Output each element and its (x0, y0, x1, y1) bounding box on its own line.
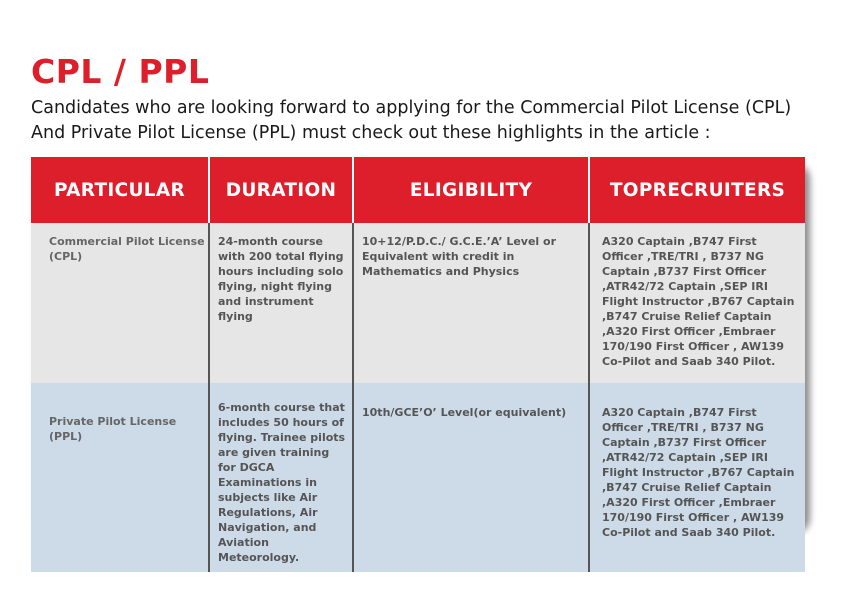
comparison-table (31, 157, 805, 564)
cell-eligibility: 10+12/P.D.C./ G.C.E.’A’ Level or Equivalent with credit in Mathematics and Physics (353, 223, 589, 383)
table-header-row (31, 157, 805, 223)
cell-particular: Commercial Pilot License (CPL) (31, 223, 209, 383)
header-duration: DURATION (209, 157, 353, 223)
cell-duration: 6-month course that includes 50 hours of flying. Trainee pilots are given training for DGCA Examinations in subjects like Air Regulations, Air Navigation, and Aviation Meteorology. (209, 383, 353, 572)
table-row (31, 223, 805, 383)
cell-particular: Private Pilot License (PPL) (31, 383, 209, 572)
intro-text (31, 96, 821, 146)
intro-line-1: Candidates who are looking forward to applying for the Commercial Pilot License (CPL) (31, 98, 792, 118)
intro-line-2: And Private Pilot License (PPL) must check out these highlights in the article : (31, 123, 711, 143)
header-eligibility: ELIGIBILITY (353, 157, 589, 223)
cell-recruiters: A320 Captain ,B747 First Officer ,TRE/TRI , B737 NG Captain ,B737 First Officer ,ATR42/72 Captain ,SEP IRI Flight Instructor ,B767 Captain ,B747 Cruise Relief Captain ,A320 First Officer ,Embraer 170/190 First Officer , AW139 Co-Pilot and Saab 340 Pilot. (589, 383, 805, 572)
cell-duration: 24-month course with 200 total flying hours including solo flying, night flying and instrument flying (209, 223, 353, 383)
header-particular: PARTICULAR (31, 157, 209, 223)
page-title: CPL / PPL (31, 52, 210, 91)
cell-eligibility: 10th/GCE’O’ Level(or equivalent) (353, 383, 589, 572)
header-top-recruiters: TOPRECRUITERS (589, 157, 805, 223)
cell-recruiters: A320 Captain ,B747 First Officer ,TRE/TRI , B737 NG Captain ,B737 First Officer ,ATR42/72 Captain ,SEP IRI Flight Instructor ,B767 Captain ,B747 Cruise Relief Captain ,A320 First Officer ,Embraer 170/190 First Officer , AW139 Co-Pilot and Saab 340 Pilot. (589, 223, 805, 383)
table-row (31, 383, 805, 572)
